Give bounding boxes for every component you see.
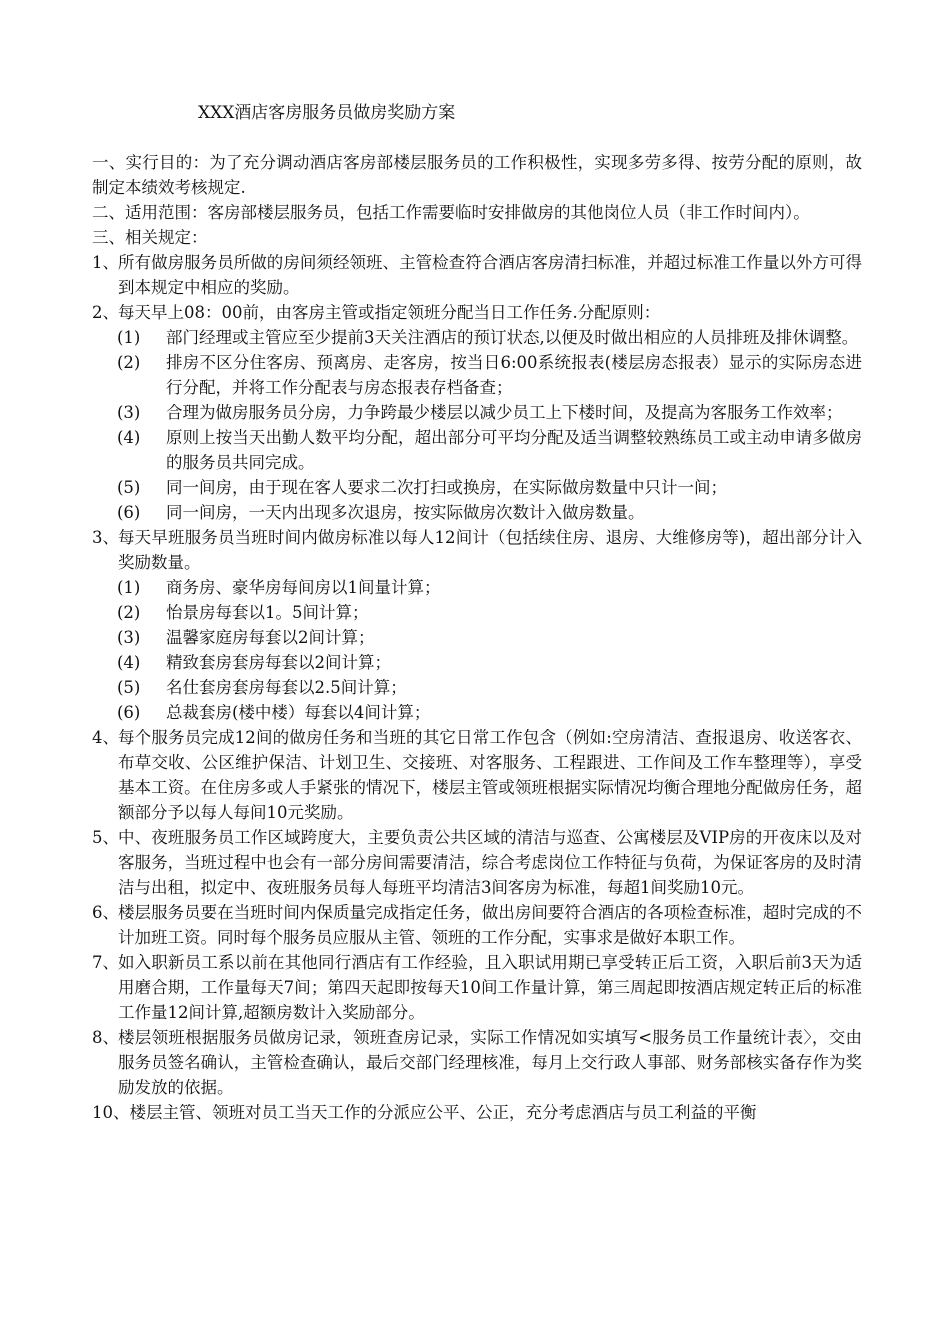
- sub-item-number: (1): [117, 578, 141, 597]
- sub-item-number: (5): [117, 478, 141, 497]
- room-conversion-1: [92, 575, 862, 600]
- sub-item-number: (6): [117, 503, 141, 522]
- rule-number: 10、: [92, 1103, 130, 1122]
- sub-item-number: (1): [117, 328, 141, 347]
- room-conversion-4: [92, 650, 862, 675]
- room-conversion-3: [92, 625, 862, 650]
- rule-item-7: [92, 950, 862, 1025]
- rule-item-2: [92, 300, 862, 325]
- rule-number: 7、: [92, 953, 119, 972]
- sub-item-number: (3): [117, 403, 141, 422]
- sub-item-number: (2): [117, 353, 141, 372]
- sub-item-text: 原则上按当天出勤人数平均分配，超出部分可平均分配及适当调整较熟练员工或主动申请多做房的服务员共同完成。: [166, 428, 862, 472]
- rule-item-1: [92, 250, 862, 300]
- sub-item-number: (4): [117, 653, 141, 672]
- rule-item-10: [92, 1100, 862, 1125]
- sub-item-text: 部门经理或主管应至少提前3天关注酒店的预订状态,以便及时做出相应的人员排班及排休调整。: [166, 328, 859, 347]
- rule-text: 楼层服务员要在当班时间内保质量完成指定任务，做出房间要符合酒店的各项检查标准，超时完成的不计加班工资。同时每个服务员应服从主管、领班的工作分配，实事求是做好本职工作。: [118, 903, 862, 947]
- sub-item-text: 商务房、豪华房每间房以1间量计算；: [166, 578, 441, 597]
- room-conversion-6: [92, 700, 862, 725]
- sub-item-text: 怡景房每套以1。5间计算；: [166, 603, 369, 622]
- allocation-principle-1: [92, 325, 862, 350]
- rule-number: 6、: [92, 903, 119, 922]
- sub-item-text: 名仕套房套房每套以2.5间计算；: [166, 678, 407, 697]
- rule-text: 每天早班服务员当班时间内做房标准以每人12间计（包括续住房、退房、大维修房等)，超出部分计入奖励数量。: [118, 528, 862, 572]
- rule-item-6: [92, 900, 862, 950]
- rule-item-3: [92, 525, 862, 575]
- rule-number: 5、: [92, 828, 119, 847]
- sub-item-text: 排房不区分住客房、预离房、走客房，按当日6:00系统报表(楼层房态报表）显示的实际房态进行分配，并将工作分配表与房态报表存档备查；: [166, 353, 862, 397]
- rule-item-4: [92, 725, 862, 825]
- allocation-principle-5: [92, 475, 862, 500]
- rule-text: 每天早上08：00前，由客房主管或指定领班分配当日工作任务.分配原则：: [118, 303, 661, 322]
- allocation-principle-6: [92, 500, 862, 525]
- sub-item-number: (4): [117, 428, 141, 447]
- sub-item-text: 合理为做房服务员分房，力争跨最少楼层以减少员工上下楼时间，及提高为客服务工作效率；: [166, 403, 843, 422]
- rule-item-5: [92, 825, 862, 900]
- rule-text: 中、夜班服务员工作区域跨度大，主要负责公共区域的清洁与巡查、公寓楼层及VIP房的开夜床以及对客服务，当班过程中也会有一部分房间需要清洁，综合考虑岗位工作特征与负荷，为保证客房的及时清洁与出租，拟定中、夜班服务员每人每班平均清洁3间客房为标准，每超1间奖励10元。: [118, 828, 862, 897]
- rule-text: 楼层主管、领班对员工当天工作的分派应公平、公正，充分考虑酒店与员工利益的平衡: [129, 1103, 757, 1122]
- rule-number: 1、: [92, 253, 119, 272]
- section-rules-heading: 三、相关规定：: [92, 228, 208, 247]
- room-conversion-2: [92, 600, 862, 625]
- allocation-principle-3: [92, 400, 862, 425]
- sub-item-text: 同一间房，由于现在客人要求二次打扫或换房，在实际做房数量中只计一间；: [166, 478, 727, 497]
- rule-text: 如入职新员工系以前在其他同行酒店有工作经验，且入职试用期已享受转正后工资，入职后前3天为适用磨合期，工作量每天7间；第四天起即按每天10间工作量计算，第三周起即按酒店规定转正后的标准工作量12间计算,超额房数计入奖励部分。: [118, 953, 862, 1022]
- allocation-principle-4: [92, 425, 862, 475]
- allocation-principle-2: [92, 350, 862, 400]
- sub-item-number: (3): [117, 628, 141, 647]
- rule-number: 3、: [92, 528, 119, 547]
- sub-item-text: 总裁套房(楼中楼）每套以4间计算；: [166, 703, 431, 722]
- document-body: [92, 150, 862, 1125]
- rule-number: 2、: [92, 303, 119, 322]
- rule-text: 每个服务员完成12间的做房任务和当班的其它日常工作包含（例如:空房清洁、查报退房、收送客衣、布草交收、公区维护保洁、计划卫生、交接班、对客服务、工程跟进、工作间及工作车整理等），享受基本工资。在住房多或人手紧张的情况下，楼层主管或领班根据实际情况均衡合理地分配做房任务，超额部分予以每人每间10元奖励。: [118, 728, 862, 822]
- document-title: XXX酒店客房服务员做房奖励方案: [198, 103, 456, 123]
- rule-number: 4、: [92, 728, 119, 747]
- sub-item-text: 温馨家庭房每套以2间计算；: [166, 628, 375, 647]
- rule-text: 所有做房服务员所做的房间须经领班、主管检查符合酒店客房清扫标准，并超过标准工作量以外方可得到本规定中相应的奖励。: [118, 253, 862, 297]
- sub-item-number: (6): [117, 703, 141, 722]
- sub-item-text: 同一间房，一天内出现多次退房，按实际做房次数计入做房数量。: [166, 503, 645, 522]
- rule-item-8: [92, 1025, 862, 1100]
- rule-text: 楼层领班根据服务员做房记录，领班查房记录，实际工作情况如实填写<服务员工作量统计表〉，交由服务员签名确认，主管检查确认，最后交部门经理核准，每月上交行政人事部、财务部核实备存作为奖励发放的依据。: [118, 1028, 862, 1097]
- rule-number: 8、: [92, 1028, 119, 1047]
- sub-item-text: 精致套房套房每套以2间计算；: [166, 653, 391, 672]
- sub-item-number: (5): [117, 678, 141, 697]
- section-purpose: 一、实行目的：为了充分调动酒店客房部楼层服务员的工作积极性，实现多劳多得、按劳分配的原则，故制定本绩效考核规定.: [92, 153, 862, 197]
- sub-item-number: (2): [117, 603, 141, 622]
- room-conversion-5: [92, 675, 862, 700]
- section-scope: 二、适用范围：客房部楼层服务员，包括工作需要临时安排做房的其他岗位人员（非工作时间内）。: [92, 203, 810, 222]
